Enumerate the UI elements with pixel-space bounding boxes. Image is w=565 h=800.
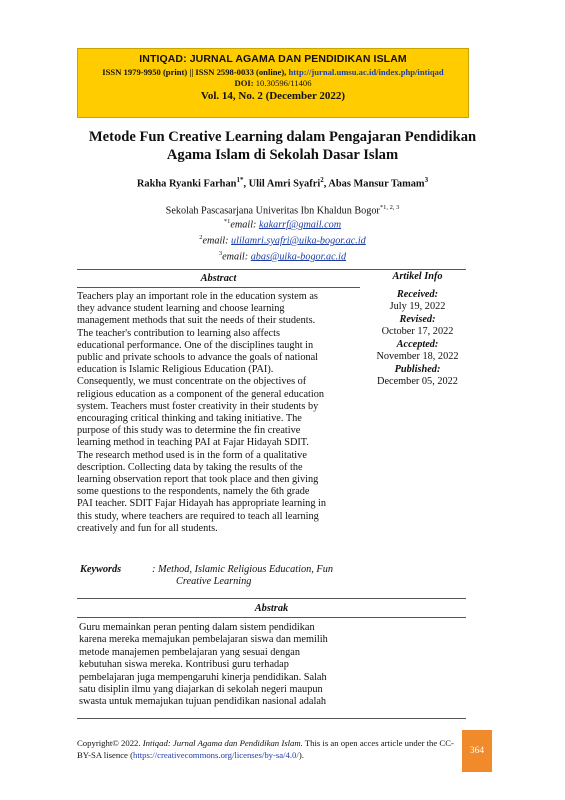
keywords-text [152,564,362,588]
abstract-line: Teachers play an important role in the education system as [77,291,318,302]
title-line-2: Agama Islam di Sekolah Dasar Islam [166,147,399,163]
email-mark: *1 [223,218,231,225]
volume-line: Vol. 14, No. 2 (December 2022) [200,90,346,102]
email-label: email: [230,219,259,231]
abstrak-line: metode manajemen pembelajaran yang sesuai dengan [79,646,301,658]
author-list [60,176,505,189]
abstract-line: public and private schools to advance the goals of national [77,352,319,364]
abstract-line: PAI teacher. SDIT Fajar Hidayah has appropriate learning in [77,498,327,510]
author-separator: , [243,178,249,190]
affiliation-text: Sekolah Pascasarjana Univeritas Ibn Khaldun Bogor [165,205,380,217]
journal-header-box [77,48,469,118]
published-label: Published: [394,363,441,375]
copyright-prefix: Copyright© 2022. [77,738,143,748]
keywords-label: Keywords [80,564,122,575]
received-label: Received: [396,288,439,300]
author-mark: 2 [320,176,324,184]
journal-name: INTIQAD: JURNAL AGAMA DAN PENDIDIKAN ISLAM [139,53,407,65]
author-name: Ulil Amri Syafri [248,178,321,190]
abstract-line: purpose of this study was to determine the fin creative [77,425,301,437]
journal-url-link[interactable]: http://jurnal.umsu.ac.id/index.php/intiqad [288,67,444,77]
email-line [60,248,505,264]
abstract-line: religious education as a component of the general education [77,388,325,400]
accepted-date: November 18, 2022 [376,351,459,362]
abstract-line: they advance student learning and choose learning [77,303,285,315]
email-line [60,232,505,248]
abstract-line: learning method in teaching PAI at Fajar Hidayah SDIT. [77,437,309,449]
abstract-line: learning observation report that took place and then giving [77,474,319,486]
divider-keywords [77,598,466,599]
divider-abstrak-head [77,617,466,618]
abstract-line: encouraging critical thinking and taking initiative. The [77,413,302,425]
email-link[interactable]: ulilamri.syafri@uika-bogor.ac.id [231,235,366,247]
revised-date: October 17, 2022 [381,326,454,337]
doi-value[interactable]: 10.30596/11406 [255,78,312,88]
copyright-rest: This is an open acces article under the CC-BY-SA lisence ( [77,738,454,761]
abstrak-line: satu disiplin ilmu yang diajarkan di sekolah negeri maupun [79,684,323,696]
abstract-line: The research method used is in the form of a qualitative [77,449,307,461]
published-date: December 05, 2022 [377,376,458,387]
keywords-line: : Method, Islamic Religious Education, Fun [152,564,334,575]
abstrak-line: kebutuhan siswa mereka. Kontribusi guru terhadap [79,659,289,671]
abstract-body [77,291,360,535]
email-mark: 3 [218,249,223,257]
abstract-line: The teacher's contribution to learning also affects [77,327,280,339]
license-link[interactable]: https://creativecommons.org/licenses/by-sa/4.0/ [132,750,299,761]
author-mark: 3 [424,176,429,184]
abstract-line: system. Teachers must foster creativity in their students by [77,400,319,412]
article-info-heading: Artikel Info [392,271,443,282]
copyright-journal: Intiqad: Jurnal Agama dan Pendidikan Islam. [142,738,303,748]
abstrak-body [79,622,462,709]
doi-line [78,78,468,88]
author-emails [60,216,505,263]
email-line [60,216,505,232]
abstrak-line: swasta untuk memajukan tujuan pendidikan nasional adalah [79,696,327,708]
revised-label: Revised: [399,313,436,325]
author-mark: 1* [236,176,244,184]
copyright-close: ). [298,750,304,761]
abstrak-line: pembelajaran juga mempengaruhi kinerja pendidikan. Salah [79,671,327,683]
divider-bottom [77,718,466,719]
article-info [366,271,469,389]
abstract-line: management methods that suit the needs of their students. [77,315,316,327]
email-link[interactable]: abas@uika-bogor.ac.id [250,250,347,262]
abstract-line: educational performance. One of the disciplines taught in [77,339,314,351]
email-link[interactable]: kakarrf@gmail.com [258,219,342,231]
divider-abstract-head [77,287,360,288]
author-name: Rakha Ryanki Farhan [136,178,237,190]
doi-label: DOI: [234,78,256,88]
title-line-1: Metode Fun Creative Learning dalam Pengajaran Pendidikan [88,129,477,145]
abstract-line: some questions to the respondents, namely the 6th grade [77,486,310,498]
affiliation-mark: *1, 2, 3 [379,204,400,211]
accepted-label: Accepted: [396,338,439,350]
received-date: July 19, 2022 [389,301,446,312]
abstrak-line: Guru memainkan peran penting dalam sistem pendidikan [79,622,315,633]
paper-title [60,128,505,164]
email-mark: 2 [199,233,203,241]
divider-top [77,269,466,270]
email-label: email: [222,250,251,262]
author-separator: , [323,178,329,190]
abstract-line: description. Collecting data by taking the results of the [77,461,303,473]
copyright-notice [77,737,457,762]
abstract-heading: Abstract [200,273,237,284]
abstrak-line: karena mereka memajukan pembelajaran siswa dan memilih [79,634,328,646]
keywords-line: Creative Learning [176,576,252,588]
author-name: Abas Mansur Tamam [328,178,425,190]
affiliation [60,204,505,216]
email-label: email: [202,235,232,247]
abstrak-heading: Abstrak [254,603,289,614]
abstract-line: education is Islamic Religious Education (PAI). [77,364,274,376]
page-number: 364 [462,730,492,772]
issn-text: ISSN 1979-9950 (print) || ISSN 2598-0033 (online), [102,67,289,77]
issn-line [78,67,468,77]
abstract-line: Consequently, we must concentrate on the objectives of [77,376,307,388]
abstract-line: this study, where teachers are required to teach all learning [77,510,319,522]
abstract-line: creatively and fun for all students. [77,522,218,534]
